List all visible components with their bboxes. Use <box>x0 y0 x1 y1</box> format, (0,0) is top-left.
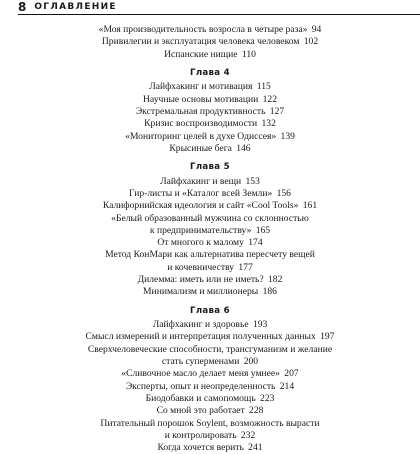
toc-entry-line <box>0 143 420 155</box>
toc-page-number: 207 <box>284 368 299 380</box>
toc-page-number: 115 <box>256 81 271 93</box>
toc-page-number: 156 <box>276 187 291 199</box>
toc-entry-title: Кризис воспроизводимости <box>144 118 258 130</box>
toc-entry-line <box>0 356 420 368</box>
toc-entry-title: Лайфхакинг и мотивация <box>149 81 253 93</box>
toc-page-number: 200 <box>243 356 259 368</box>
toc-page-number: 197 <box>320 331 335 343</box>
toc-entry-line <box>0 319 420 331</box>
toc-entry-line <box>0 36 420 48</box>
toc-entry-line <box>0 442 420 454</box>
toc-entry-line <box>0 344 420 356</box>
toc-page-number: 177 <box>238 261 253 273</box>
toc-entry-title: Когда хочется верить <box>157 442 244 454</box>
toc-page-number: 102 <box>303 36 319 48</box>
toc-entry-title: к предпринимательству» <box>149 224 252 236</box>
toc-page-number: 174 <box>248 237 263 249</box>
toc-entry-title: Эксперты, опыт и неопределенность <box>125 380 276 392</box>
toc-page-number: 214 <box>279 380 295 392</box>
toc-entry-line <box>0 381 420 393</box>
toc-entry-line <box>0 81 420 93</box>
toc-entry-title: Привилегии и эксплуатация человека человеком <box>101 36 300 48</box>
header-rule <box>18 14 420 15</box>
toc-page-number: 132 <box>261 118 276 130</box>
toc-page-number: 232 <box>240 429 256 441</box>
toc-page-number: 161 <box>302 200 318 212</box>
toc-entry-line <box>0 24 420 36</box>
toc-entry-title: Научные основы мотивации <box>143 93 259 105</box>
toc-entry-line <box>0 200 420 212</box>
toc-entry-title: Минимализм и миллионеры <box>143 286 259 298</box>
toc-page-number: 139 <box>280 130 295 142</box>
section-title: ОГЛАВЛЕНИЕ <box>34 2 117 12</box>
toc-entry-title: Экстремальная продуктивность <box>135 105 266 117</box>
toc-entry-title: Лайфхакинг и здоровье <box>152 319 249 331</box>
toc-entry-line <box>0 49 420 61</box>
toc-page-number: 193 <box>252 319 268 331</box>
toc-page-number: 186 <box>262 286 277 298</box>
toc-page-number: 165 <box>255 224 271 236</box>
chapter-heading: Глава 6 <box>190 305 230 316</box>
toc-entry-line <box>0 118 420 130</box>
toc-entry-title: «Мониторинг целей в духе Одиссея» <box>125 130 277 142</box>
toc-entry-title: и кочевничеству <box>167 261 235 273</box>
toc-entry-line <box>0 405 420 417</box>
toc-entry-title: и контролировать <box>164 429 237 441</box>
toc-entry-line <box>0 368 420 380</box>
toc-entry-title: Со мной это работает <box>156 405 245 417</box>
page-number: 8 <box>18 0 27 14</box>
toc-entry-line <box>0 430 420 442</box>
toc-entry-title: Крысиные бега <box>169 142 232 154</box>
toc-entry-title: «Белый образованный мужчина со склонностью <box>111 212 309 224</box>
toc-entry-title: Метод КонМари как альтернатива пересчету вещей <box>105 249 315 261</box>
toc-entry-line <box>0 393 420 405</box>
toc-entry-title: Лайфхакинг и вещи <box>160 175 242 187</box>
toc-entry-title: Дилемма: иметь или не иметь? <box>137 274 264 286</box>
toc-page-number: 241 <box>248 442 263 454</box>
toc-entry-line <box>0 225 420 237</box>
chapter-heading: Глава 4 <box>190 67 230 78</box>
running-header <box>18 0 420 14</box>
toc-entry-line <box>0 331 420 343</box>
toc-entry-title: Смысл измерений и интерпретация полученных данных <box>85 331 316 343</box>
toc-entry-line <box>0 237 420 249</box>
toc-entry-title: Сверхчеловеческие способности, трансгуманизм и желание <box>87 343 333 355</box>
toc-page-number: 153 <box>245 175 260 187</box>
toc-entry-title: Испанские нищие <box>164 48 238 60</box>
toc-entry-line <box>0 106 420 118</box>
toc-entry-title: Биодобавки и самопомощь <box>145 392 256 404</box>
toc-entry-title: «Моя производительность возросла в четыре раза» <box>98 24 308 35</box>
toc-page-number: 94 <box>311 24 322 35</box>
chapter-heading: Глава 5 <box>190 162 230 173</box>
toc-page-number: 228 <box>249 405 264 417</box>
toc-entry-line <box>0 249 420 261</box>
toc-entry-title: Калифорнийская идеология и сайт «Cool Tools» <box>102 200 299 212</box>
toc-page-number: 110 <box>241 48 256 60</box>
toc-entry-title: «Сливочное масло делает меня умнее» <box>121 368 280 380</box>
toc-page-number: 122 <box>262 93 277 105</box>
toc-page-number: 182 <box>268 274 283 286</box>
toc-page-number: 146 <box>236 142 251 154</box>
toc-entry-line <box>0 188 420 200</box>
toc-entry-line <box>0 176 420 188</box>
toc-entry-line <box>0 213 420 225</box>
toc-entry-line <box>0 418 420 430</box>
toc-entry-title: стать суперменами <box>161 356 240 368</box>
toc-page-number: 127 <box>269 105 285 117</box>
toc-entry-line <box>0 94 420 106</box>
toc-entry-line <box>0 262 420 274</box>
toc-entry-line <box>0 274 420 286</box>
toc-entry-title: Гир-листы и «Каталог всей Земли» <box>129 187 273 199</box>
toc-page-number: 223 <box>260 392 275 404</box>
toc-entry-title: От многого к малому <box>157 237 244 249</box>
toc-entry-line <box>0 131 420 143</box>
toc-entry-title: Питательный порошок Soylent, возможность вырасти <box>100 417 320 429</box>
table-of-contents <box>0 24 420 454</box>
toc-entry-line <box>0 286 420 298</box>
